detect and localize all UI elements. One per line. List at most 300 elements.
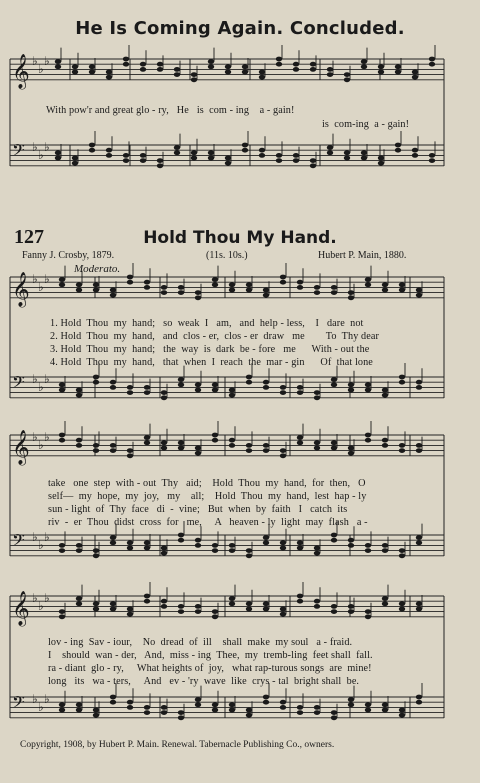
note-head <box>127 448 133 453</box>
note-head <box>280 607 286 612</box>
note-head <box>263 385 269 390</box>
note-head <box>144 440 150 445</box>
flat-sign-icon: ♭ <box>38 438 44 452</box>
treble-clef-icon: 𝄞 <box>12 430 30 465</box>
note-head <box>314 710 320 715</box>
note-head <box>144 285 150 290</box>
note-head <box>344 150 350 155</box>
note-head <box>293 153 299 158</box>
verse-line: 4. Hold Thou my hand, that when I reach the mar - gin Of that lone <box>50 357 373 368</box>
note-head <box>331 604 337 609</box>
note-head <box>382 601 388 606</box>
note-head <box>76 548 82 553</box>
note-head <box>161 390 167 395</box>
note-head <box>246 601 252 606</box>
note-head <box>212 609 218 614</box>
note-head <box>276 153 282 158</box>
note-head <box>106 70 112 75</box>
note-head <box>416 380 422 385</box>
flat-sign-icon: ♭ <box>44 430 50 444</box>
note-head <box>178 440 184 445</box>
note-head <box>212 282 218 287</box>
note-head <box>365 433 371 438</box>
note-head <box>174 145 180 150</box>
note-head <box>93 375 99 380</box>
note-head <box>59 543 65 548</box>
note-head <box>399 443 405 448</box>
note-head <box>297 594 303 599</box>
note-head <box>212 388 218 393</box>
note-head <box>208 156 214 161</box>
note-head <box>348 604 354 609</box>
note-head <box>314 551 320 556</box>
flat-sign-icon: ♭ <box>38 380 44 394</box>
note-head <box>140 67 146 72</box>
note-head <box>89 70 95 75</box>
note-head <box>76 543 82 548</box>
note-head <box>297 280 303 285</box>
note-head <box>365 382 371 387</box>
note-head <box>314 440 320 445</box>
verse-line: lov - ing Sav - iour, No dread of ill shall make my soul a - fraid. <box>48 637 353 648</box>
note-head <box>174 150 180 155</box>
note-head <box>348 446 354 451</box>
note-head <box>110 601 116 606</box>
note-head <box>382 288 388 293</box>
note-head <box>123 158 129 163</box>
note-head <box>429 62 435 67</box>
note-head <box>314 546 320 551</box>
flat-sign-icon: ♭ <box>32 140 38 154</box>
note-head <box>59 438 65 443</box>
note-head <box>365 609 371 614</box>
verse-line: ra - diant glo - ry, What heights of joy, what rap-turous songs are mine! <box>48 663 372 674</box>
note-head <box>263 540 269 545</box>
note-head <box>127 705 133 710</box>
note-head <box>293 67 299 72</box>
note-head <box>259 148 265 153</box>
note-head <box>399 708 405 713</box>
note-head <box>263 293 269 298</box>
note-head <box>348 295 354 300</box>
note-head <box>399 375 405 380</box>
copyright-notice: Copyright, 1908, by Hubert P. Main. Renewal. Tabernacle Publishing Co., owners. <box>20 740 335 750</box>
note-head <box>348 290 354 295</box>
verse-line: I should wan - der, And, miss - ing Thee, my tremb-ling feet shall fall. <box>48 650 373 661</box>
note-head <box>361 64 367 69</box>
note-head <box>331 446 337 451</box>
note-head <box>399 601 405 606</box>
note-head <box>365 543 371 548</box>
note-head <box>225 70 231 75</box>
note-head <box>310 62 316 67</box>
note-head <box>314 390 320 395</box>
note-head <box>246 607 252 612</box>
top-lyric-line-2: is com-ing a - gain! <box>322 119 410 130</box>
note-head <box>127 607 133 612</box>
note-head <box>280 540 286 545</box>
verse-line: 2. Hold Thou my hand, and clos - er, clos - er draw me To Thy dear <box>50 331 379 342</box>
note-head <box>93 601 99 606</box>
note-head <box>144 435 150 440</box>
note-head <box>280 705 286 710</box>
note-head <box>331 710 337 715</box>
note-head <box>263 601 269 606</box>
note-head <box>348 702 354 707</box>
note-head <box>399 448 405 453</box>
note-head <box>93 443 99 448</box>
note-head <box>89 148 95 153</box>
note-head <box>191 72 197 77</box>
note-head <box>144 594 150 599</box>
note-head <box>59 702 65 707</box>
note-head <box>297 435 303 440</box>
note-head <box>246 548 252 553</box>
note-head <box>59 548 65 553</box>
note-head <box>293 62 299 67</box>
note-head <box>59 433 65 438</box>
note-head <box>314 446 320 451</box>
note-head <box>195 697 201 702</box>
note-head <box>195 451 201 456</box>
note-head <box>416 700 422 705</box>
verse-line: riv - er Thou didst cross for me, A heaven - ly light may flash a - <box>48 517 368 528</box>
note-head <box>157 158 163 163</box>
note-head <box>314 705 320 710</box>
note-head <box>229 388 235 393</box>
note-head <box>314 599 320 604</box>
hymn-number: 127 <box>14 226 44 248</box>
note-head <box>140 153 146 158</box>
note-head <box>178 533 184 538</box>
previous-hymn-title: He Is Coming Again. Concluded. <box>75 18 405 39</box>
flat-sign-icon: ♭ <box>32 430 38 444</box>
note-head <box>106 75 112 80</box>
flat-sign-icon: ♭ <box>32 372 38 386</box>
note-head <box>59 614 65 619</box>
note-head <box>144 710 150 715</box>
note-head <box>399 713 405 718</box>
note-head <box>297 546 303 551</box>
note-head <box>280 612 286 617</box>
note-head <box>246 553 252 558</box>
note-head <box>280 390 286 395</box>
note-head <box>327 145 333 150</box>
note-head <box>416 385 422 390</box>
note-head <box>123 153 129 158</box>
note-head <box>259 70 265 75</box>
note-head <box>208 64 214 69</box>
note-head <box>361 150 367 155</box>
flat-sign-icon: ♭ <box>44 54 50 68</box>
note-head <box>331 715 337 720</box>
note-head <box>280 275 286 280</box>
note-head <box>229 708 235 713</box>
note-head <box>429 57 435 62</box>
note-head <box>208 150 214 155</box>
note-head <box>314 285 320 290</box>
note-head <box>416 293 422 298</box>
flat-sign-icon: ♭ <box>38 62 44 76</box>
note-head <box>395 70 401 75</box>
note-head <box>127 280 133 285</box>
note-head <box>344 77 350 82</box>
top-lyric-line-1: With pow'r and great glo - ry, He is com - ing a - gain! <box>46 105 295 116</box>
note-head <box>59 282 65 287</box>
note-head <box>144 540 150 545</box>
bass-clef-icon: 𝄢 <box>12 692 25 716</box>
note-head <box>399 553 405 558</box>
note-head <box>144 546 150 551</box>
verse-line: 1. Hold Thou my hand; so weak I am, and help - less, I dare not <box>50 318 364 329</box>
note-head <box>229 288 235 293</box>
note-head <box>395 64 401 69</box>
note-head <box>76 393 82 398</box>
note-head <box>412 148 418 153</box>
note-head <box>76 438 82 443</box>
note-head <box>229 438 235 443</box>
note-head <box>110 288 116 293</box>
note-head <box>280 546 286 551</box>
note-head <box>225 156 231 161</box>
flat-sign-icon: ♭ <box>32 272 38 286</box>
flat-sign-icon: ♭ <box>32 692 38 706</box>
note-head <box>72 156 78 161</box>
note-head <box>76 596 82 601</box>
note-head <box>297 385 303 390</box>
note-head <box>110 540 116 545</box>
note-head <box>378 156 384 161</box>
note-head <box>161 285 167 290</box>
note-head <box>59 388 65 393</box>
note-head <box>110 293 116 298</box>
note-head <box>55 150 61 155</box>
note-head <box>259 75 265 80</box>
note-head <box>123 57 129 62</box>
note-head <box>178 382 184 387</box>
treble-clef-icon: 𝄞 <box>12 272 30 307</box>
note-head <box>310 163 316 168</box>
bass-clef-icon: 𝄢 <box>12 530 25 554</box>
note-head <box>297 705 303 710</box>
note-head <box>144 599 150 604</box>
note-head <box>127 275 133 280</box>
note-head <box>263 695 269 700</box>
note-head <box>110 607 116 612</box>
note-head <box>110 380 116 385</box>
note-head <box>76 388 82 393</box>
note-head <box>395 143 401 148</box>
note-head <box>174 72 180 77</box>
verse-line: take one step with - out Thy aid; Hold Thou my hand, for then, O <box>48 478 366 489</box>
note-head <box>246 288 252 293</box>
note-head <box>246 448 252 453</box>
author-credit: Fanny J. Crosby, 1879. <box>22 250 115 261</box>
flat-sign-icon: ♭ <box>38 280 44 294</box>
note-head <box>212 438 218 443</box>
note-head <box>191 150 197 155</box>
note-head <box>110 700 116 705</box>
note-head <box>72 64 78 69</box>
note-head <box>229 596 235 601</box>
note-head <box>429 153 435 158</box>
note-head <box>331 377 337 382</box>
note-head <box>195 604 201 609</box>
note-head <box>314 604 320 609</box>
note-head <box>93 713 99 718</box>
note-head <box>178 710 184 715</box>
note-head <box>382 548 388 553</box>
note-head <box>229 443 235 448</box>
note-head <box>208 59 214 64</box>
note-head <box>157 62 163 67</box>
note-head <box>144 280 150 285</box>
note-head <box>263 448 269 453</box>
note-head <box>161 440 167 445</box>
note-head <box>263 700 269 705</box>
note-head <box>110 443 116 448</box>
note-head <box>127 453 133 458</box>
note-head <box>161 705 167 710</box>
note-head <box>106 148 112 153</box>
note-head <box>178 446 184 451</box>
note-head <box>161 604 167 609</box>
composer-credit: Hubert P. Main, 1880. <box>318 250 407 261</box>
note-head <box>365 614 371 619</box>
note-head <box>59 708 65 713</box>
note-head <box>93 607 99 612</box>
note-head <box>263 535 269 540</box>
note-head <box>416 448 422 453</box>
note-head <box>140 158 146 163</box>
note-head <box>127 540 133 545</box>
note-head <box>344 156 350 161</box>
note-head <box>93 448 99 453</box>
note-head <box>378 161 384 166</box>
note-head <box>106 153 112 158</box>
verse-line: self— my hope, my joy, my all; Hold Thou my hand, lest hap - ly <box>48 491 367 502</box>
flat-sign-icon: ♭ <box>44 372 50 386</box>
note-head <box>412 153 418 158</box>
note-head <box>225 161 231 166</box>
note-head <box>280 280 286 285</box>
note-head <box>195 446 201 451</box>
note-head <box>378 70 384 75</box>
note-head <box>280 700 286 705</box>
flat-sign-icon: ♭ <box>38 148 44 162</box>
note-head <box>127 385 133 390</box>
note-head <box>348 451 354 456</box>
note-head <box>195 295 201 300</box>
note-head <box>178 604 184 609</box>
note-head <box>412 75 418 80</box>
note-head <box>195 543 201 548</box>
note-head <box>195 538 201 543</box>
note-head <box>382 443 388 448</box>
note-head <box>280 453 286 458</box>
note-head <box>195 609 201 614</box>
bass-clef-icon: 𝄢 <box>12 140 25 164</box>
note-head <box>161 546 167 551</box>
note-head <box>127 546 133 551</box>
note-head <box>365 282 371 287</box>
note-head <box>76 443 82 448</box>
note-head <box>416 288 422 293</box>
note-head <box>327 72 333 77</box>
note-head <box>127 390 133 395</box>
note-head <box>178 609 184 614</box>
note-head <box>246 375 252 380</box>
treble-clef-icon: 𝄞 <box>12 591 30 626</box>
flat-sign-icon: ♭ <box>32 591 38 605</box>
note-head <box>144 705 150 710</box>
note-head <box>310 158 316 163</box>
note-head <box>263 288 269 293</box>
note-head <box>263 443 269 448</box>
note-head <box>331 290 337 295</box>
note-head <box>140 62 146 67</box>
note-head <box>382 393 388 398</box>
note-head <box>246 380 252 385</box>
note-head <box>178 715 184 720</box>
note-head <box>242 148 248 153</box>
note-head <box>76 282 82 287</box>
flat-sign-icon: ♭ <box>32 54 38 68</box>
verse-line: 3. Hold Thou my hand; the way is dark be - fore me With - out the <box>50 344 370 355</box>
note-head <box>157 67 163 72</box>
note-head <box>89 64 95 69</box>
note-head <box>331 382 337 387</box>
note-head <box>412 70 418 75</box>
note-head <box>416 443 422 448</box>
note-head <box>161 395 167 400</box>
note-head <box>246 443 252 448</box>
flat-sign-icon: ♭ <box>44 272 50 286</box>
note-head <box>242 143 248 148</box>
note-head <box>178 377 184 382</box>
note-head <box>229 282 235 287</box>
note-head <box>382 388 388 393</box>
note-head <box>55 64 61 69</box>
note-head <box>144 385 150 390</box>
note-head <box>76 708 82 713</box>
note-head <box>276 57 282 62</box>
note-head <box>327 150 333 155</box>
flat-sign-icon: ♭ <box>38 538 44 552</box>
note-head <box>348 382 354 387</box>
note-head <box>361 156 367 161</box>
note-head <box>93 708 99 713</box>
note-head <box>297 390 303 395</box>
treble-clef-icon: 𝄞 <box>12 54 30 89</box>
note-head <box>161 446 167 451</box>
note-head <box>348 543 354 548</box>
note-head <box>93 282 99 287</box>
note-head <box>399 288 405 293</box>
note-head <box>416 601 422 606</box>
verse-line: long its wa - ters, And ev - 'ry wave like crys - tal bright shall be. <box>48 676 360 687</box>
note-head <box>365 548 371 553</box>
note-head <box>174 67 180 72</box>
hymn-title: Hold Thou My Hand. <box>143 228 337 248</box>
note-head <box>157 163 163 168</box>
flat-sign-icon: ♭ <box>44 591 50 605</box>
note-head <box>331 538 337 543</box>
note-head <box>293 158 299 163</box>
flat-sign-icon: ♭ <box>44 692 50 706</box>
note-head <box>191 156 197 161</box>
note-head <box>110 448 116 453</box>
